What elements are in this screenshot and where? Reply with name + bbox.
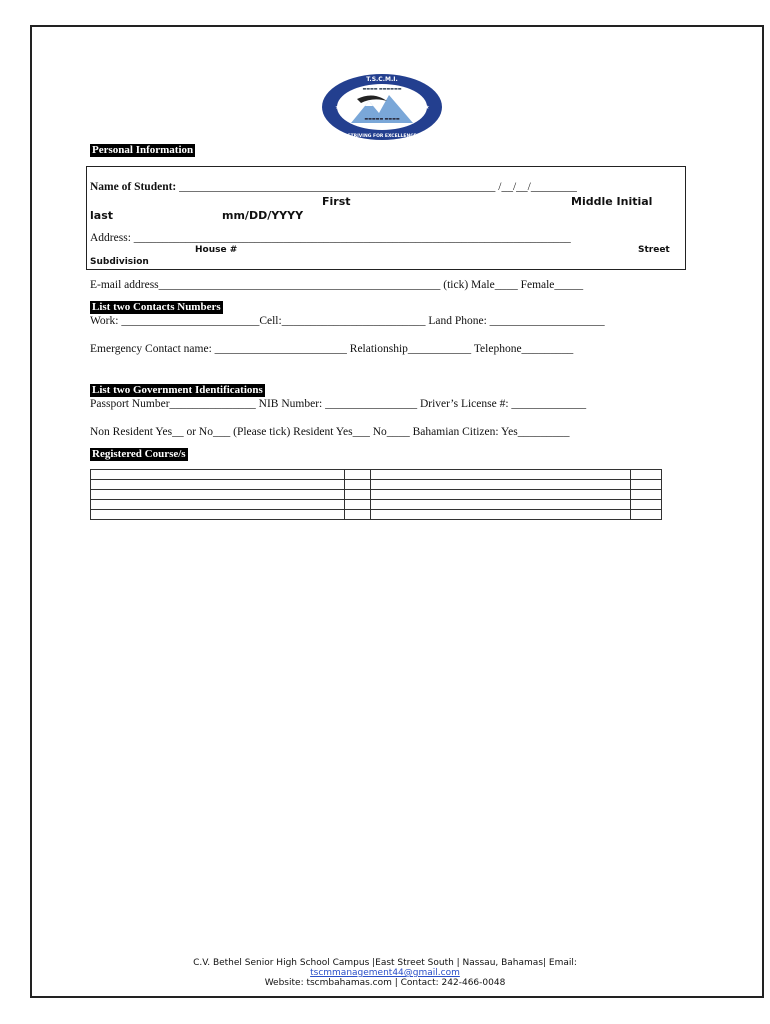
course-cell[interactable] [91, 470, 345, 480]
footer-email-line [0, 968, 770, 978]
footer-email-link[interactable]: tscmmanagement44@gmail.com [310, 968, 460, 978]
course-cell[interactable] [345, 470, 371, 480]
contact-numbers-row[interactable]: Work: ________________________Cell:_________________________ Land Phone: ____________________ [90, 315, 605, 327]
section-heading-government: List two Government Identifications [92, 384, 263, 396]
svg-text:▬▬▬▬▬ ▬▬▬▬: ▬▬▬▬▬ ▬▬▬▬ [364, 116, 400, 121]
registered-courses-table [90, 469, 662, 520]
last-name-caption: last [90, 209, 113, 222]
section-heading-personal: Personal Information [92, 144, 194, 156]
email-gender-row[interactable]: E-mail address_________________________________________________ (tick) Male____ Female_____ [90, 279, 584, 291]
student-name-label: Name of Student: [90, 181, 180, 193]
residency-row[interactable]: Non Resident Yes__ or No___ (Please tick) Resident Yes___ No____ Bahamian Citizen: Yes_________ [90, 426, 570, 438]
address-row [90, 232, 571, 244]
tscmi-logo [321, 73, 443, 141]
course-cell[interactable] [91, 490, 345, 500]
svg-text:★ ★: ★ ★ [417, 104, 430, 111]
course-cell[interactable] [91, 510, 345, 520]
course-cell[interactable] [371, 500, 631, 510]
course-cell[interactable] [91, 500, 345, 510]
student-name-field[interactable]: _______________________________________________________ /__/__/________ [179, 181, 577, 193]
course-cell[interactable] [631, 500, 662, 510]
footer-website-contact: Website: tscmbahamas.com | Contact: 242-466-0048 [264, 978, 506, 988]
course-cell[interactable] [345, 490, 371, 500]
course-cell[interactable] [371, 510, 631, 520]
address-field[interactable]: ____________________________________________________________________________ [133, 232, 571, 244]
section-heading-contacts: List two Contacts Numbers [92, 301, 221, 313]
section-heading-courses: Registered Course/s [92, 448, 186, 460]
course-cell[interactable] [631, 470, 662, 480]
course-row [91, 510, 662, 520]
emergency-contact-row[interactable]: Emergency Contact name: _______________________ Relationship___________ Telephone_________ [90, 343, 574, 355]
course-cell[interactable] [345, 480, 371, 490]
government-id-row[interactable]: Passport Number_______________ NIB Number: ________________ Driver’s License #: _____________ [90, 398, 587, 410]
subdivision-caption: Subdivision [90, 257, 149, 267]
logo-top-text: T.S.C.M.I. [366, 76, 398, 83]
house-number-caption: House # [195, 245, 238, 255]
course-row [91, 500, 662, 510]
course-cell[interactable] [371, 490, 631, 500]
course-cell[interactable] [371, 480, 631, 490]
course-cell[interactable] [631, 480, 662, 490]
first-name-caption: First [322, 195, 351, 208]
address-label: Address: [90, 232, 134, 244]
street-caption: Street [638, 245, 670, 255]
course-cell[interactable] [631, 510, 662, 520]
course-cell[interactable] [371, 470, 631, 480]
middle-initial-caption: Middle Initial [571, 195, 653, 208]
course-cell[interactable] [345, 510, 371, 520]
course-cell[interactable] [91, 480, 345, 490]
course-cell[interactable] [345, 500, 371, 510]
course-row [91, 470, 662, 480]
date-format-caption: mm/DD/YYYY [222, 209, 304, 222]
student-name-row [90, 181, 577, 193]
svg-text:★ ★: ★ ★ [335, 104, 348, 111]
svg-text:▬▬▬▬ ▬▬▬▬▬▬: ▬▬▬▬ ▬▬▬▬▬▬ [362, 86, 402, 91]
footer-address: C.V. Bethel Senior High School Campus |East Street South | Nassau, Bahamas| Email: [193, 958, 577, 968]
logo-bottom-text: STRIVING FOR EXCELLENCE [347, 134, 417, 139]
course-cell[interactable] [631, 490, 662, 500]
course-row [91, 480, 662, 490]
course-row [91, 490, 662, 500]
